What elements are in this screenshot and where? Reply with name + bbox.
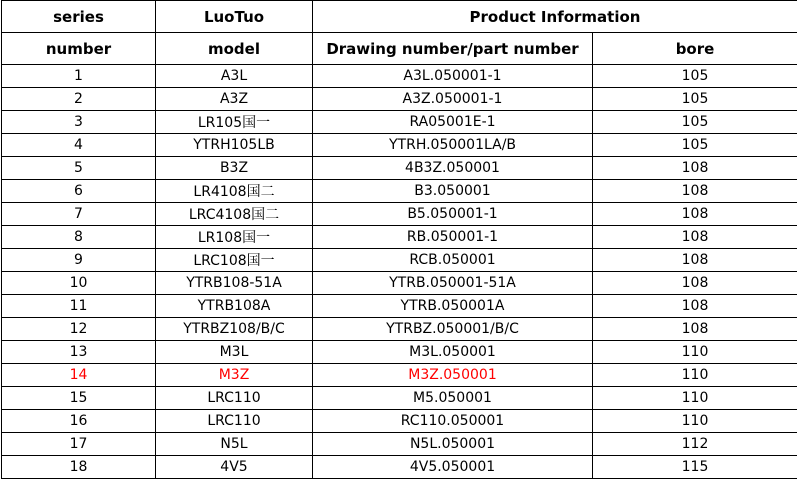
model-cell: N5L bbox=[156, 433, 313, 456]
drawing-number-cell: N5L.050001 bbox=[313, 433, 593, 456]
bore-cell: 110 bbox=[593, 410, 797, 433]
row-number-cell: 5 bbox=[2, 157, 156, 180]
model-cell: LRC108国一 bbox=[156, 249, 313, 272]
row-number-cell: 13 bbox=[2, 341, 156, 364]
drawing-number-cell: M3L.050001 bbox=[313, 341, 593, 364]
table-row bbox=[2, 65, 797, 88]
header-series: series bbox=[2, 1, 156, 33]
model-cell: A3Z bbox=[156, 88, 313, 111]
row-number-cell: 8 bbox=[2, 226, 156, 249]
drawing-number-cell: A3L.050001-1 bbox=[313, 65, 593, 88]
model-cell: YTRB108A bbox=[156, 295, 313, 318]
table-row bbox=[2, 364, 797, 387]
model-cell: M3Z bbox=[156, 364, 313, 387]
product-table bbox=[1, 0, 797, 479]
drawing-number-cell: YTRB.050001A bbox=[313, 295, 593, 318]
bore-cell: 108 bbox=[593, 226, 797, 249]
header-row-1 bbox=[2, 1, 797, 33]
model-cell: 4V5 bbox=[156, 456, 313, 479]
bore-cell: 108 bbox=[593, 180, 797, 203]
model-cell: A3L bbox=[156, 65, 313, 88]
row-number-cell: 11 bbox=[2, 295, 156, 318]
row-number-cell: 4 bbox=[2, 134, 156, 157]
header-product-information: Product Information bbox=[313, 1, 797, 33]
table-row bbox=[2, 456, 797, 479]
bore-cell: 108 bbox=[593, 249, 797, 272]
row-number-cell: 17 bbox=[2, 433, 156, 456]
bore-cell: 108 bbox=[593, 295, 797, 318]
drawing-number-cell: M3Z.050001 bbox=[313, 364, 593, 387]
row-number-cell: 7 bbox=[2, 203, 156, 226]
row-number-cell: 2 bbox=[2, 88, 156, 111]
table-row bbox=[2, 272, 797, 295]
bore-cell: 105 bbox=[593, 65, 797, 88]
table-row bbox=[2, 387, 797, 410]
table-row bbox=[2, 134, 797, 157]
bore-cell: 105 bbox=[593, 111, 797, 134]
header-number: number bbox=[2, 33, 156, 65]
model-cell: LRC110 bbox=[156, 410, 313, 433]
model-cell: B3Z bbox=[156, 157, 313, 180]
model-cell: LR4108国二 bbox=[156, 180, 313, 203]
drawing-number-cell: M5.050001 bbox=[313, 387, 593, 410]
bore-cell: 108 bbox=[593, 157, 797, 180]
bore-cell: 115 bbox=[593, 456, 797, 479]
table-row bbox=[2, 295, 797, 318]
table-row bbox=[2, 157, 797, 180]
row-number-cell: 14 bbox=[2, 364, 156, 387]
row-number-cell: 1 bbox=[2, 65, 156, 88]
table-row bbox=[2, 226, 797, 249]
table-row bbox=[2, 410, 797, 433]
drawing-number-cell: RA05001E-1 bbox=[313, 111, 593, 134]
drawing-number-cell: RCB.050001 bbox=[313, 249, 593, 272]
drawing-number-cell: RC110.050001 bbox=[313, 410, 593, 433]
bore-cell: 105 bbox=[593, 88, 797, 111]
header-model: model bbox=[156, 33, 313, 65]
row-number-cell: 12 bbox=[2, 318, 156, 341]
row-number-cell: 10 bbox=[2, 272, 156, 295]
table-row bbox=[2, 203, 797, 226]
bore-cell: 108 bbox=[593, 272, 797, 295]
bore-cell: 110 bbox=[593, 364, 797, 387]
table-row bbox=[2, 341, 797, 364]
row-number-cell: 9 bbox=[2, 249, 156, 272]
model-cell: LR105国一 bbox=[156, 111, 313, 134]
header-bore: bore bbox=[593, 33, 797, 65]
table-row bbox=[2, 318, 797, 341]
header-brand: LuoTuo bbox=[156, 1, 313, 33]
model-cell: YTRB108-51A bbox=[156, 272, 313, 295]
drawing-number-cell: B3.050001 bbox=[313, 180, 593, 203]
table-body bbox=[2, 65, 797, 479]
header-row-2 bbox=[2, 33, 797, 65]
table-row bbox=[2, 180, 797, 203]
drawing-number-cell: RB.050001-1 bbox=[313, 226, 593, 249]
model-cell: YTRH105LB bbox=[156, 134, 313, 157]
table-row bbox=[2, 249, 797, 272]
model-cell: LR108国一 bbox=[156, 226, 313, 249]
table-row bbox=[2, 88, 797, 111]
row-number-cell: 3 bbox=[2, 111, 156, 134]
model-cell: LRC4108国二 bbox=[156, 203, 313, 226]
row-number-cell: 15 bbox=[2, 387, 156, 410]
model-cell: LRC110 bbox=[156, 387, 313, 410]
bore-cell: 110 bbox=[593, 341, 797, 364]
drawing-number-cell: B5.050001-1 bbox=[313, 203, 593, 226]
model-cell: YTRBZ108/B/C bbox=[156, 318, 313, 341]
table-row bbox=[2, 433, 797, 456]
bore-cell: 108 bbox=[593, 203, 797, 226]
bore-cell: 108 bbox=[593, 318, 797, 341]
drawing-number-cell: YTRBZ.050001/B/C bbox=[313, 318, 593, 341]
drawing-number-cell: A3Z.050001-1 bbox=[313, 88, 593, 111]
table-header bbox=[2, 1, 797, 65]
model-cell: M3L bbox=[156, 341, 313, 364]
bore-cell: 110 bbox=[593, 387, 797, 410]
bore-cell: 105 bbox=[593, 134, 797, 157]
row-number-cell: 6 bbox=[2, 180, 156, 203]
drawing-number-cell: 4B3Z.050001 bbox=[313, 157, 593, 180]
drawing-number-cell: YTRH.050001LA/B bbox=[313, 134, 593, 157]
header-drawing-number: Drawing number/part number bbox=[313, 33, 593, 65]
drawing-number-cell: YTRB.050001-51A bbox=[313, 272, 593, 295]
row-number-cell: 16 bbox=[2, 410, 156, 433]
row-number-cell: 18 bbox=[2, 456, 156, 479]
bore-cell: 112 bbox=[593, 433, 797, 456]
table-row bbox=[2, 111, 797, 134]
drawing-number-cell: 4V5.050001 bbox=[313, 456, 593, 479]
